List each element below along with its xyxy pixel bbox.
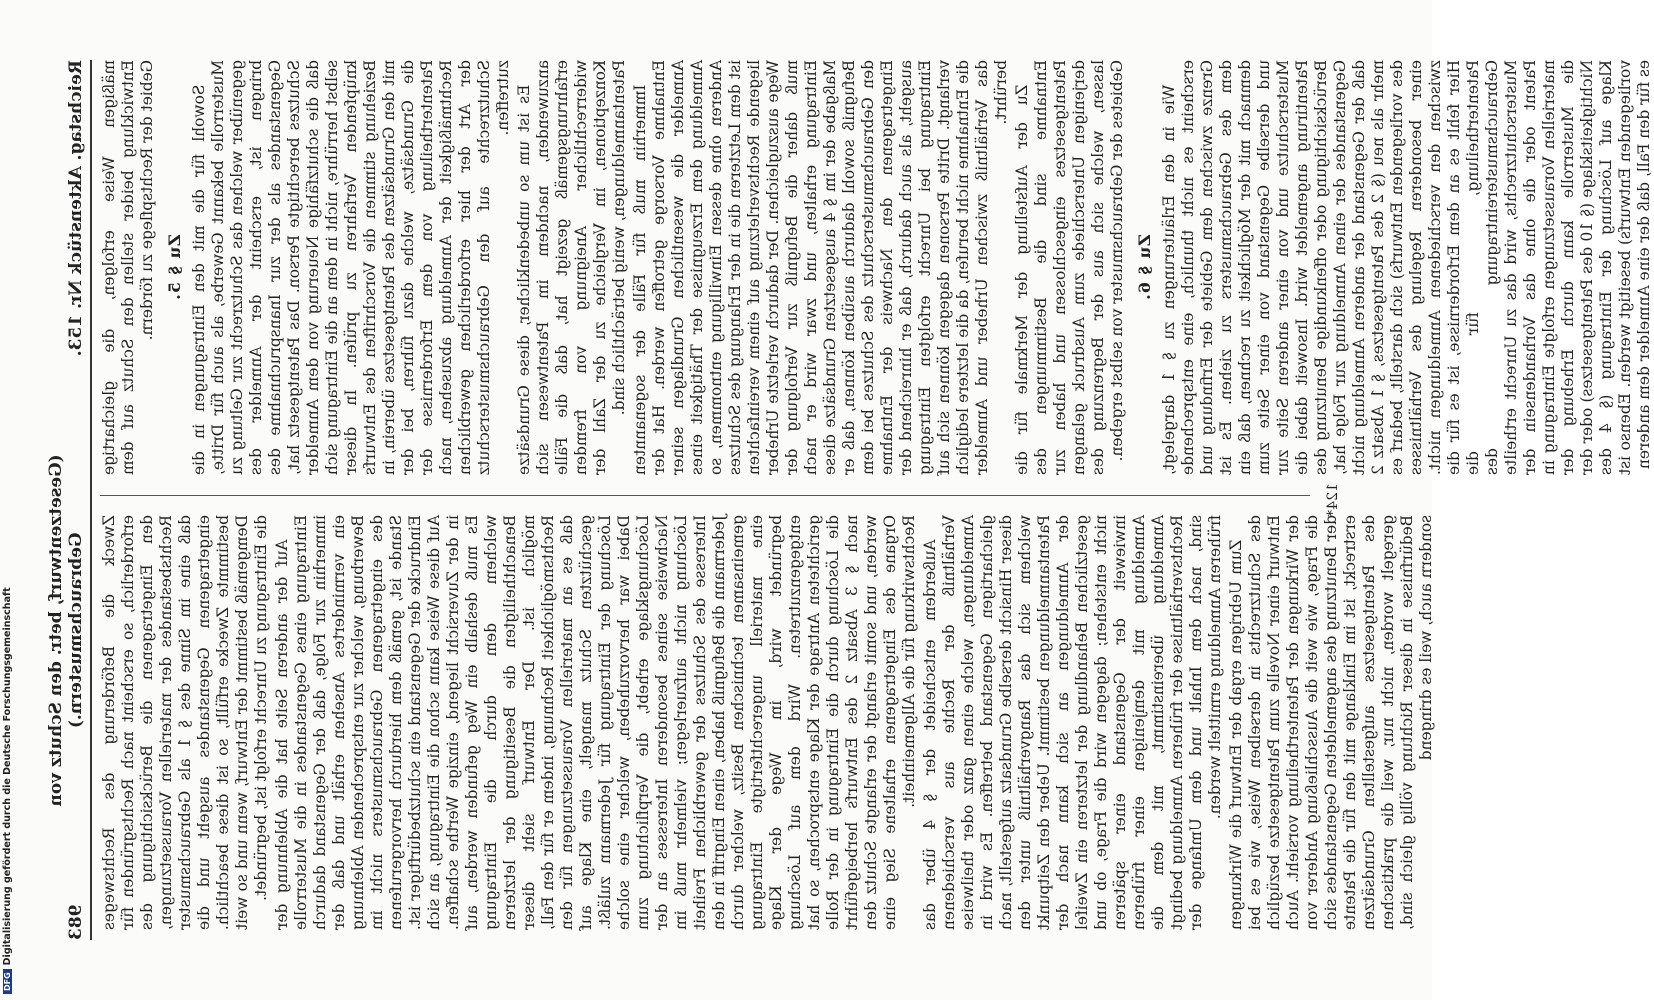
page-footer: 124*	[1325, 483, 1341, 517]
header-center: (Gesetzentwurf, betr. den Schutz von Gebrauchsmustern.)	[46, 454, 86, 807]
dfg-logo: DFG	[3, 969, 12, 994]
credit-text: Digitalisierung gefördert durch die Deutsche Forschungsgemeinschaft	[2, 587, 13, 966]
paragraph: Wie in den Erläuterungen zu § 1 dargelegt, erscheint es nicht thunlich, eine entsprechende Grenze zwischen dem Gebiete der Erfindung und dem des Gebrauchsmusters zu ziehen. Es ist demnach mit der Möglichkeit zu rechnen, daß ein und derselbe Gegenstand von einer Seite zum Musterschutze und von einer anderen Seite zur Patentirung angemeldet wird. Insoweit dabei die Berücksichtigung oder offenkundige Benutzung des Gegenstandes der einen Anmeldung zur Folge hat, daß der Gegenstand der anderen Anmeldung nicht mehr als neu (§ 2 des Patentgesetzes, § 1 Absatz 2 des vorliegenden Entwurfs) sich darstellt, bedarf es einer besonderen Regelung des Verhältnisses zwischen den verschiedenen Anmeldungen nicht. Hier fehlt es an dem Erfordernisse, ist es für die Patentertheilung, für die Gebrauchsmustereintragung des Musterschutzrechts, wird das zu Unrecht ertheilte Patent oder die ohne das Vorhandensein der materiellen Voraussetzungen erfolgte Eintragung in die Musterrolle kann durch Erhebung der Nichtigkeitsklage (§ 10 des Patentgesetzes) oder der Klage auf Löschung der Eintragung (§ 4 des vorliegenden Entwurfs) beseitigt werden. Ebenso ist es für den Fall, daß der eine Anmelder dem anderen	[1160, 60, 1653, 475]
column-divider	[100, 495, 1310, 496]
paragraph: Auf der anderen Seite hat die Ablehnung der Eintragung eines Gegenstandes in die Musterrolle immerhin zur Folge, daß der Gegenstand dadurch ein vermindertes Ansehen erhält und daß der Bewerbung, welcher zur entsprechenden Ablehnung des eingetragenen Gebrauchsmusters nicht im Stande ist, gemäß dem hierdurch hervorgerufenen Eindrucke der Gegenstand ein schutzbedürftiger ist. Auf diese Weise kann schon die Eintragung, an sich in der Zuversicht liegend, einzige Werthe schaffen. Es muß deshalb ein Weg gefunden werden, auf welchem dem durch die Eintragung Benachtheiligten die Beseitigung der letzteren möglich ist. Der Entwurf sieht dieser Rechtsmöglichkeit Rechnung, indem er für den Fall, daß es an materiellen Voraussetzungen für den geschützten Schutz mangelt, eine Klage auf Löschung der Eintragung für Jedermann zuläßt. Dabei war hervorzuheben, welcher eine solche Löschungsklage erhebt, die Verpflichtung zum Nachweise seines besonderen Interesses an der Löschung nicht aufzuerlegen; vielmehr muß im Interesse des Schutzes der gewerblichen Freiheit Jedermann die Befugniß haben, einen Eingriff in den gemeinsamen technischen Besitz, welcher durch eine materiell ungerechtfertigte Eintragung begründet wird, im Wege der Klage entgegenzutreten. Wird dem auf Löschung gerichteten Antrage der Klage entsprochen, so hat die Löschung durch die Eintragung in der Rolle nach § 3 Absatz 2 des Entwurfs herbeigeführt werden, und somit erlangt der erlangte Schutz den Organe des Eingetragenen erhaltene Sieg eine Rechtswirkung für die Allgemeinheit.	[273, 515, 918, 930]
paragraph: Zum Uebrigen ergab der Entwurf die Wirkungen des Schutzrechts in derselben Weise, wie es bei Entwurf einer Novelle zum Patentgesetze bezüglich der Wirkungen der Patentertheilung vorsieht. Auch die Frage, wie weit die Ausschließung Anderer von der Benutzung des angemeldeten Gegenstandes sich erstreckt, ist im Einklange mit den für die Patente des Patentgesetzes aufgestellten Grundsätzen geregelt worden, nicht nur, weil die praktischen Bedürfnisse in dieser Richtung völlig gleich sind, sondern auch, weil es dringend	[1227, 515, 1435, 930]
paragraph: Zweck die Beförderung des Rechtsweges erforderlich, so erscheint nach Rechtsgründen für den Eingetragenen die Berücksichtigung des Rechtsbestandes der materiellen Voraussetzungen, daß eine im Sinne des § 1 als Gebrauchsmuster eingetragenen Gegenstandes ausgeht und die bestimmte Zwecke erfüllt, so ist diese beachtlich. Demgemäß bestimmt der Entwurf, wenn und so weit die Eintragung zu Unrecht erfolgt ist, begründet.	[100, 515, 270, 930]
paragraph: Es ist um so unbedenklicher, diese Grundsätze anzuwenden, nachdem im Patentwesen sich erfahrungsgemäß gezeigt hat, daß die Fälle widerrechtlicher Aneignung von fremden Konzeptionen, im Vergleiche zu der Zahl der Patentanmeldungen, wenig beträchtlich sind.	[515, 60, 628, 475]
right-column	[100, 515, 1435, 930]
paragraph: Zu der Aufstellung der Merkmale für die Entnahme sind die Bestimmungen des Patentgesetzes eingeschlossen und haben zur derjenigen Unterschiede zum Ausdruck gelangen lassen, welche sich aus der Begrenzung des Gebietes der Gebrauchsmuster von selbst ergeben.	[1013, 60, 1126, 475]
paragraph: Immerhin muß für Fälle der sogenannten Entnahme Vorsorge getroffen werden. Hat der Anmelder die wesentlichen Grundlagen seiner Anmeldung dem Erzeugnisse der Thätigkeit eines Anderen ohne dessen Einwilligung entnommen, so ist dem Letzteren die in der Erlangung des Schutzes liegende Rechtsverletzung auf einem vereinfachten Wege auszugleichen. Der dadurch verletzte Urheber muß daher die Befugniß zur Verfolgung der Eintragung erhalten, und zwar wird er nach Maßgabe der im § 4 ausgesetzten Grundsätze diese Befugniß sowohl dadurch ausüben können, daß er den Gebrauchsmusterschutz des Schutzes bei dem Eingetragenen den Nachweis der Entnahme ausgeht, als auch dadurch, daß er hinreichend der Eintragung bei Unrecht erfolgten Eintragung verlangt. Dritte Personen dagegen können sich auf die Entnahme nicht berufen, da die letztere lediglich das Verhältniß zwischen Urheber und Anmelder berührt.	[631, 60, 1010, 475]
page-header	[46, 60, 92, 940]
paragraph: mäßigen Weise erfolgen, die gleichartige Entwicklung beider stellen den Schutz auf dem Gebiet der Rechtspflege zu fördern.	[100, 60, 156, 475]
document-page	[10, 60, 1653, 940]
page-number: 983	[66, 904, 86, 940]
rotated-page-frame	[10, 0, 1653, 1000]
paragraph: Außerdem entscheidet der § 4 über das Verhältniß der Rechte aus verschiedenen Anmeldungen, welche einen ganz oder theilweise gleichartigen Gegenstand betreffen. Es wird in dieser Hinsicht derselbe Grundsatz aufgestellt, nach welchem sich das Rangverhältniß unter den Patentanmeldungen bestimmt. Ueber den Zeitpunkt der Anmeldungen an sich kann nach der gesetzlichen Behandlung der letzteren ein Zweifel nicht entstehen; dagegen wird die Frage, ob und inwieweit der Gegenstand einer späteren Anmeldung mit demjenigen einer früheren Anmeldung übereinstimmt, mit dem die Rechtsverhältnisse der früheren Anmeldung bedingt sind, nach dem Inhalt und dem Umfange der früheren Anmeldung ermittelt werden.	[921, 515, 1224, 930]
left-column	[100, 60, 1653, 475]
header-left: Reichstag. Aktenstück Nr. 153.	[66, 60, 86, 357]
paragraph: Sowohl für die mit den Eintragungen in die Musterrolle bekannt Gewerbe, als auch für Dritte, gegenüber welchen das Schutzrecht zur Geltung zu bringen ist, erscheint der Anmelder des Gegenstandes als der zur Inanspruchnahme des Schutzes berechtigte Person. Das Patentgesetz hat, daß die schutzfähige Neuerung von dem Anmelder selbst herrühre, nicht in dem an die Eintragung sich knüpfenden Verfahren zu prüfen. In dieser Beziehung stimmen die Vorschriften des Entwurfs mit den Grundsätzen des Patentgesetzes überein, in die Grundsätze, welche dazu führen, bei der Patentertheilung von dem Erfordernisse der Rechtmäßigkeit der Anmeldung abzusehen, nach der Art der hier erforderlichen gewerblichen Schutzrechte auf den Gebrauchsmusterschutz zutreffen.	[190, 60, 512, 475]
section-heading: Zu § 6.	[1135, 234, 1154, 301]
section-heading: Zu § 5.	[165, 234, 184, 301]
